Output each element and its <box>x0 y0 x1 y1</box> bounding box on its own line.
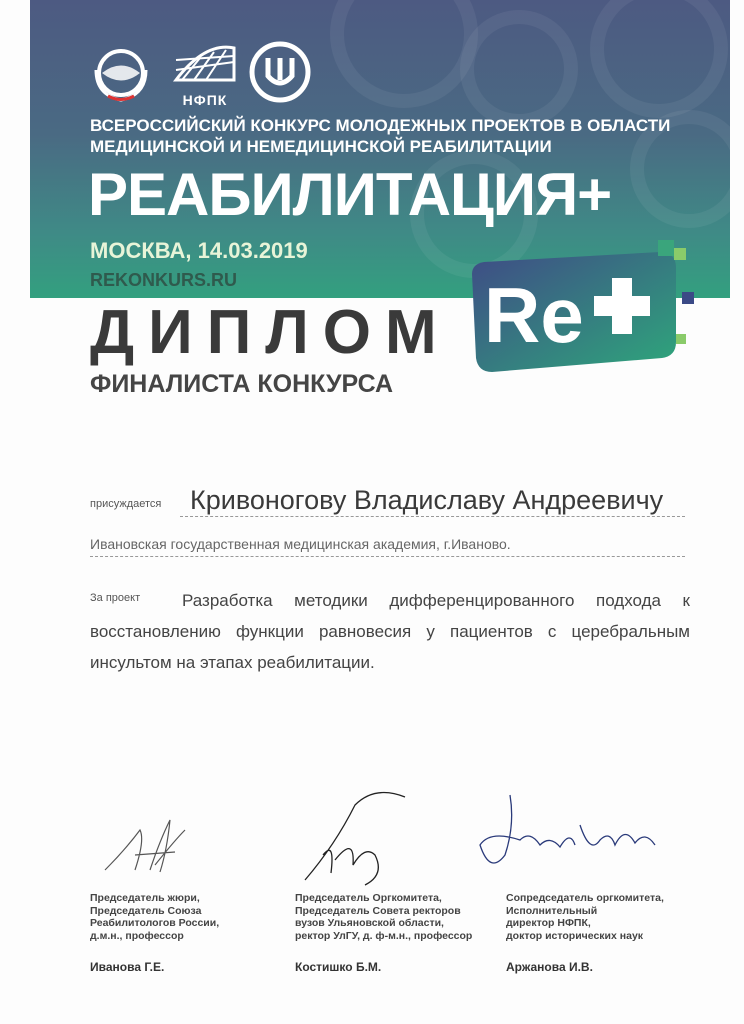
awarded-label: присуждается <box>90 498 162 510</box>
subtitle-line-1: ВСЕРОССИЙСКИЙ КОНКУРС МОЛОДЕЖНЫХ ПРОЕКТОВ В ОБЛАСТИ <box>90 116 671 135</box>
diploma-subtitle: ФИНАЛИСТА КОНКУРСА <box>90 370 394 398</box>
re-logo-text: Re <box>484 271 584 359</box>
project-label: За проект <box>90 592 141 604</box>
signatory-1-line: Реабилитологов России, <box>90 917 220 929</box>
globe-emblem-logo <box>88 40 154 106</box>
re-plus-logo <box>462 238 702 378</box>
signatory-2-title <box>295 892 472 942</box>
signatory-1-line: д.м.н., профессор <box>90 929 184 942</box>
signatory-1-line: Председатель жюри, <box>90 892 200 904</box>
divider-line <box>90 556 685 557</box>
project-description: Разработка методики дифференцированного подхода к восстановлению функции равновесия у пациентов с церебральным инсультом на этапах реабилитации. <box>90 591 690 672</box>
signatory-2-name: Костишко Б.М. <box>295 960 382 974</box>
background-circle <box>590 0 728 118</box>
signatory-3-title <box>506 892 664 942</box>
signature-kostishko <box>295 785 415 890</box>
signature-arzhanova <box>470 785 670 885</box>
signatory-3-line: Сопредседатель оргкомитета, <box>506 892 664 904</box>
signatory-3-line: директор НФПК, <box>506 917 591 929</box>
background-circle <box>330 0 478 108</box>
event-date: МОСКВА, 14.03.2019 <box>90 238 308 263</box>
signatory-1-line: Председатель Союза <box>90 904 202 917</box>
contest-title: РЕАБИЛИТАЦИЯ+ <box>88 161 612 228</box>
recipient-name: Кривоногову Владиславу Андреевичу <box>190 485 664 515</box>
signatory-3-line: Исполнительный <box>506 904 598 917</box>
nfpk-logo <box>170 40 240 108</box>
signatory-3-name: Аржанова И.В. <box>506 960 593 974</box>
diploma-title: ДИПЛОМ <box>90 298 451 367</box>
nfpk-label: НФПК <box>182 92 228 108</box>
contest-subtitle <box>90 115 670 157</box>
institution-name: Ивановская государственная медицинская академия, г.Иваново. <box>90 536 511 552</box>
university-logo <box>248 40 312 104</box>
subtitle-line-2: МЕДИЦИНСКОЙ И НЕМЕДИЦИНСКОЙ РЕАБИЛИТАЦИИ <box>90 137 552 156</box>
background-circle <box>460 10 578 128</box>
signatory-2-line: вузов Ульяновской области, <box>295 917 444 929</box>
signatory-3-line: доктор исторических наук <box>506 929 644 942</box>
signatory-2-line: ректор УлГУ, д. ф-м.н., профессор <box>295 929 473 942</box>
signatory-1-name: Иванова Г.Е. <box>90 960 165 974</box>
signatory-1-title <box>90 892 219 942</box>
signature-ivanova <box>95 810 195 890</box>
signatory-2-line: Председатель Оргкомитета, <box>295 892 442 904</box>
website-link: REKONKURS.RU <box>90 270 238 290</box>
divider-line <box>180 516 685 517</box>
signatory-2-line: Председатель Совета ректоров <box>295 904 461 917</box>
